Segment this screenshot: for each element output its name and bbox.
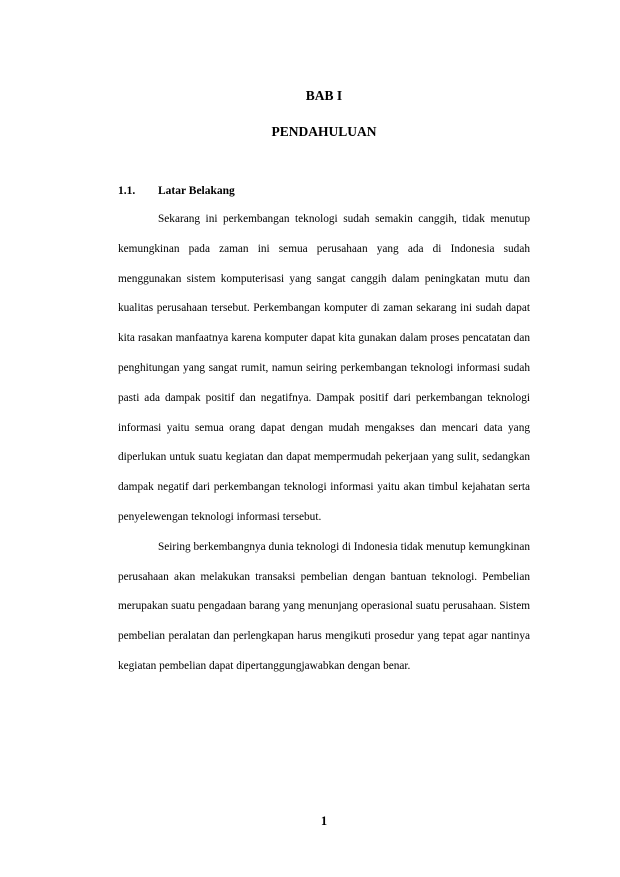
chapter-label: BAB I [305, 88, 343, 103]
paragraph: Sekarang ini perkembangan teknologi sudah semakin canggih, tidak menutup kemungkinan pada zaman ini semua perusahaan yang ada di Indonesia sudah menggunakan sistem komputerisasi yang sangat canggih dalam peningkatan mutu dan kualitas perusahaan tersebut. Perkembangan komputer di zaman sekarang ini sudah dapat kita rasakan manfaatnya karena komputer dapat kita gunakan dalam proses pencatatan dan penghitungan yang sangat rumit, namun seiring perkembangan teknologi informasi sudah pasti ada dampak positif dan negatifnya. Dampak positif dari perkembangan teknologi informasi yaitu semua orang dapat dengan mudah mengakses dan mencari data yang diperlukan untuk suatu kegiatan dan dapat mempermudah pekerjaan yang sulit, sedangkan dampak negatif dari perkembangan teknologi informasi yaitu akan timbul kejahatan serta penyelewengan teknologi informasi tersebut. [118, 213, 530, 523]
page-number: 1 [320, 814, 328, 828]
body-text [118, 205, 530, 682]
section-number: 1.1. [118, 185, 136, 197]
chapter-title: PENDAHULUAN [271, 124, 377, 139]
paragraph: Seiring berkembangnya dunia teknologi di Indonesia tidak menutup kemungkinan perusahaan akan melakukan transaksi pembelian dengan bantuan teknologi. Pembelian merupakan suatu pengadaan barang yang menunjang operasional suatu perusahaan. Sistem pembelian peralatan dan perlengkapan harus mengikuti prosedur yang tepat agar nantinya kegiatan pembelian dapat dipertanggungjawabkan dengan benar. [118, 540, 530, 672]
section-title: Latar Belakang [158, 185, 235, 197]
section-heading [118, 183, 235, 199]
